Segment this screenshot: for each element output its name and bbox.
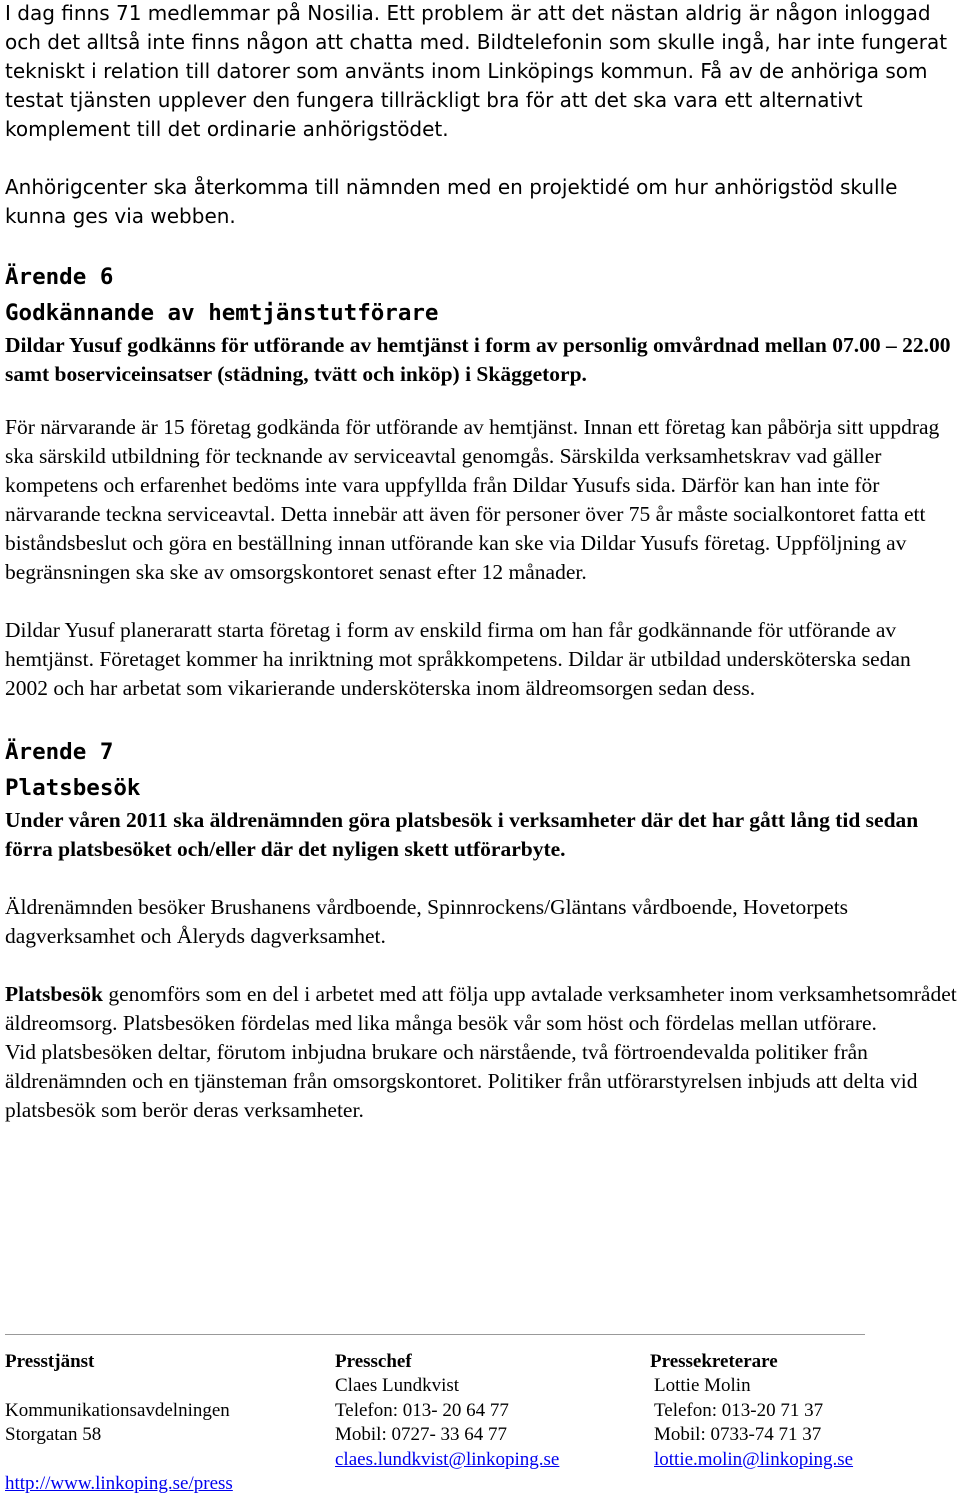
footer-department: Kommunikationsavdelningen [5, 1399, 230, 1421]
arende-6-summary-part2: (städning, tvätt och inköp) [211, 362, 460, 386]
press-page-link[interactable]: http://www.linkoping.se/press [5, 1472, 233, 1494]
document-page [5, 0, 957, 1125]
footer-column-pressekreterare [650, 1350, 853, 1472]
arende-6-summary-part3: i Skäggetorp. [459, 362, 587, 386]
footer-heading-pressekreterare: Pressekreterare [650, 1351, 778, 1372]
intro-paragraph-2: Anhörigcenter ska återkomma till nämnden med en projektidé om hur anhörigstöd skulle kunna ges via webben. [5, 175, 898, 228]
arende-6-number: Ärende 6 [5, 264, 114, 290]
footer-spacer [5, 1374, 233, 1398]
footer-presschef-mobile: Mobil: 0727- 33 64 77 [335, 1424, 508, 1446]
arende-7-title: Platsbesök [5, 775, 141, 801]
arende-6-body-1: För närvarande är 15 företag godkända för utförande av hemtjänst. Innan ett företag kan påbörja sitt uppdrag ska särskild utbildning för tecknande av serviceavtal genomgås. Särskilda verksamhetskrav vad gäller kompetens och erfarenhet bedöms inte vara uppfyllda från Dildar Yusufs sida. Därför kan han inte för närvarande teckna serviceavtal. Detta innebär att även för personer över 75 år måste socialkontoret fatta ett biståndsbeslut och göra en beställning innan utförande kan ske via Dildar Yusufs företag. Uppföljning av begränsningen ska ske av omsorgskontoret senast efter 12 månader. [5, 415, 940, 584]
arende-7-number: Ärende 7 [5, 739, 114, 765]
arende-6-summary [5, 331, 957, 389]
footer-column-presstjanst [5, 1350, 233, 1496]
arende-7-body-3: Vid platsbesöken deltar, förutom inbjudna brukare och närstående, två förtroendevalda politiker från äldrenämnden och en tjänsteman från omsorgskontoret. Politiker från utförarstyrelsen inbjuds att delta vid platsbesök som berör deras verksamheter. [5, 1040, 918, 1122]
footer-pressekreterare-name: Lottie Molin [654, 1375, 751, 1397]
footer-pressekreterare-mobile: Mobil: 0733-74 71 37 [654, 1424, 822, 1446]
footer-presschef-name: Claes Lundkvist [335, 1375, 460, 1397]
arende-7-summary: Under våren 2011 ska äldrenämnden göra platsbesök i verksamheter där det har gått lång tid sedan förra platsbesöket och/eller där det nyligen skett utförarbyte. [5, 808, 919, 861]
footer-address: Storgatan 58 [5, 1424, 102, 1446]
footer-spacer [5, 1448, 233, 1472]
footer-divider [5, 1334, 865, 1335]
footer-presschef-phone: Telefon: 013- 20 64 77 [335, 1399, 509, 1421]
arende-6-body-2: Dildar Yusuf planeraratt starta företag i form av enskild firma om han får godkännande för utförande av hemtjänst. Företaget kommer ha inriktning mot språkkompetens. Dildar är utbildad undersköterska sedan 2002 och har arbetat som vikarierande undersköterska inom äldreomsorgen sedan dess. [5, 618, 911, 700]
intro-paragraph-1 [5, 0, 957, 144]
footer-pressekreterare-phone: Telefon: 013-20 71 37 [654, 1399, 824, 1421]
footer-heading-presschef: Presschef [335, 1351, 412, 1372]
footer-heading-presstjanst: Presstjänst [5, 1351, 95, 1372]
arende-6-title: Godkännande av hemtjänstutförare [5, 300, 439, 326]
arende-6-summary-part1: Dildar Yusuf godkänns för utförande av hemtjänst i form av personlig omvårdnad mellan 07.00 – 22.00 samt boserviceinsatser [5, 333, 951, 386]
arende-7-body-2 [5, 980, 957, 1038]
arende-7-body-2-bold: Platsbesök [5, 982, 103, 1006]
arende-7-body-2-rest: genomförs som en del i arbetet med att följa upp avtalade verksamheter inom verksamhetsområdet äldreomsorg. Platsbesöken fördelas med lika många besök vår som höst och fördelas mellan utförare. [5, 982, 957, 1035]
intro-paragraph-1-text: I dag finns 71 medlemmar på Nosilia. Ett problem är att det nästan aldrig är någon inloggad och det alltså inte finns någon att chatta med. Bildtelefonin som skulle ingå, har inte fungerat tekniskt i relation till datorer som använts inom Linköpings kommun. Få av de anhöriga som testat tjänsten upplever den fungera tillräckligt bra för att det ska vara ett alternativt komplement till det ordinarie anhörigstödet. [5, 1, 948, 141]
footer-column-presschef [335, 1350, 559, 1472]
arende-7-body-1: Äldrenämnden besöker Brushanens vårdboende, Spinnrockens/Gläntans vårdboende, Hovetorpets dagverksamhet och Åleryds dagverksamhet. [5, 895, 849, 948]
presschef-email-link[interactable]: claes.lundkvist@linkoping.se [335, 1448, 560, 1470]
pressekreterare-email-link[interactable]: lottie.molin@linkoping.se [654, 1448, 854, 1470]
